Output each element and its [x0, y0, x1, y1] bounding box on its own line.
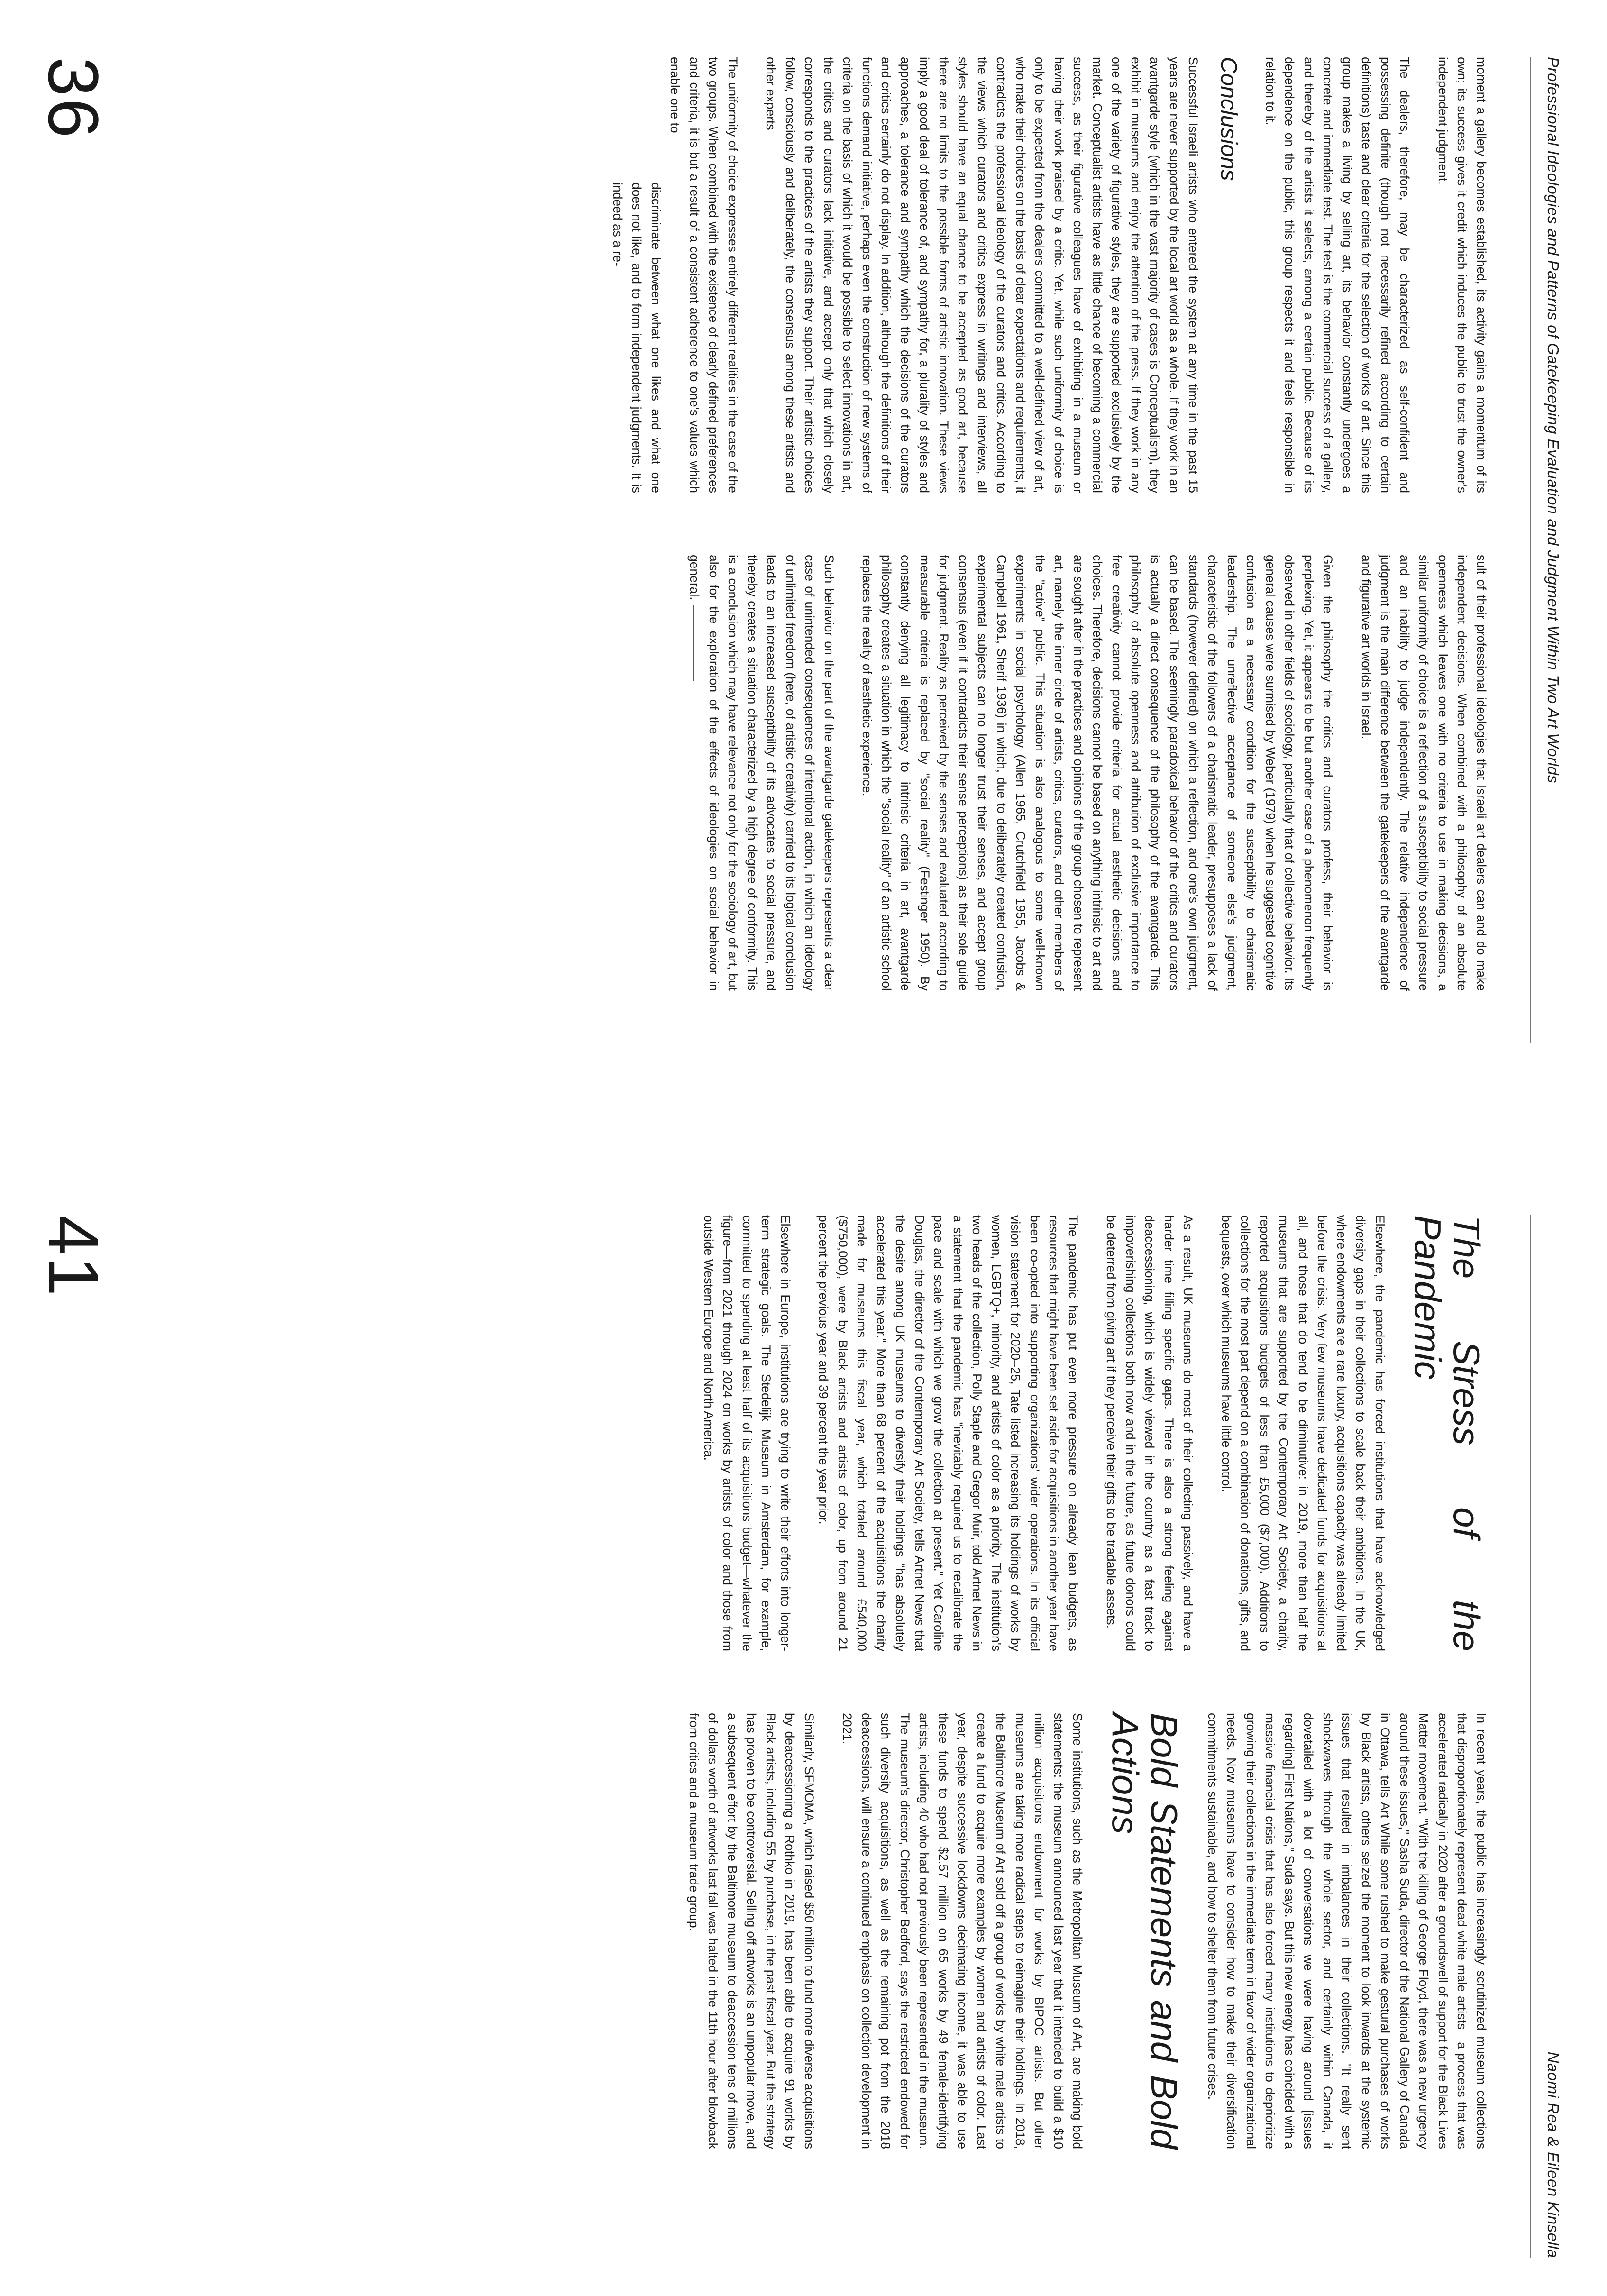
section-heading: Bold Statements and Bold Actions [1105, 1713, 1186, 2149]
right-column [666, 555, 1491, 991]
paragraph: The uniformity of choice expresses entirely different realities in the case of the two groups. When combined with the existence of clearly defined preferences and criteria, it is but a result of a consistent adherence to one's values which enable one to [668, 57, 740, 493]
paragraph: The pandemic has put even more pressure on already lean budgets, as resources that might have been set aside for acquisitions in another year have been co-opted into supporting organizations' wider operations. In its official vision statement for 2020–25, Tate listed increasing its holdings of works by women, LGBTQ+, minority, and artists of color as a priority. The institution's two heads of the collection, Polly Staple and Gregor Muir, told Artnet News in a statement that the pandemic has "inevitably required us to recalibrate the pace and scale with which we grow the collection at present." Yet Caroline Douglas, the director of the Contemporary Art Society, tells Artnet News that the desire among UK museums to diversify their holdings "has absolutely accelerated this year." More than 68 percent of the acquisitions the charity made for museums this fiscal year, which totaled around £540,000 ($750,000), were by Black artists and artists of color, up from around 21 percent the previous year and 39 percent the year prior. [816, 1215, 1080, 1651]
paragraph: moment a gallery becomes established, its activity gains a momentum of its own; its success gives it credit which induces the public to trust the owner's independent judgment. [1436, 57, 1488, 493]
paragraph: Successful Israeli artists who entered the system at any time in the past 15 years are never supported by the local art world as a whole. If they work in an avantgarde style (which in the vast majority of cases is Conceptualism), they exhibit in museums and enjoy the attention of the press. If they work in any one of the variety of figurative styles, they are supported exclusively by the market. Conceptualist artists have as little chance of becoming a commercial success, as their figurative colleagues have of exhibiting in a museum or having their work praised by a critic. Yet, while such uniformity of choice is only to be expected from the dealers committed to a well-defined view of art, who make their choices on the basis of clear expectations and requirements, it contradicts the professional ideology of the curators and critics. According to the views which curators and critics express in writings and interviews, all styles should have an equal chance to be accepted as good art, because there are no limits to the possible forms of artistic innovation. These views imply a good deal of tolerance of, and sympathy for, a plurality of styles and approaches, a tolerance and sympathy which the decisions of the curators and critics certainly do not display. In addition, although the definitions of their functions demand initiative, perhaps even the construction of new systems of criteria on the basis of which it would be possible to select innovations in art, the critics and curators lack initiative, and accept only that which closely corresponds to the practices of the artists they support. Their artistic choices follow, consciously and deliberately, the consensus among these artists and other experts [764, 57, 1201, 493]
paragraph: Given the philosophy the critics and curators profess, their behavior is perplexing. Yet, it appears to be but another case of a phenomenon frequently observed in other fields of sociology, particularly that of collective behavior. Its general causes were surmised by Weber (1979) when he suggested cognitive confusion as a necessary condition for the susceptibility to charismatic leadership. The unreflective acceptance of someone else's judgment, characteristic of the followers of a charismatic leader, presupposes a lack of standards (however defined) on which a reflection, and one's own judgment, can be based. The seemingly paradoxical behavior of the critics and curators is actually a direct consequence of the philosophy of the avantgarde. This philosophy of absolute openness and attribution of exclusive importance to free creativity cannot provide criteria for actual aesthetic decisions and choices. Therefore, decisions cannot be based on anything intrinsic to art and are sought after in the practices and opinions of the group chosen to represent art, namely the inner circle of artists, critics, curators, and other members of the "active" public. This situation is also analogous to some well-known experiments in social psychology (Allen 1965, Crutchfield 1955, Jacobs & Campbell 1961, Sherif 1936) in which, due to deliberately created confusion, experimental subjects can no longer trust their senses, and accept group consensus (even if it contradicts their sense perceptions) as their sole guide for judgment. Reality as perceived by the senses and evaluated according to measurable criteria is replaced by "social reality" (Festinger 1950). By constantly denying all legitimacy to intrinsic criteria in art, avantgarde philosophy creates a situation in which the "social reality" of an artistic school replaces the reality of aesthetic experience. [860, 555, 1335, 991]
paragraph-continued: discriminate between what one likes and what one does not like, and to form independent judgments. It is indeed as a re- [611, 183, 663, 493]
paragraph-text: Such behavior on the part of the avantgarde gatekeepers represents a clear case of unintended consequences of intentional action, in which an ideology of unlimited freedom (here, of artistic creativity) carried to its logical conclusion leads to an increased susceptibility of its advocates to social pressure, and thereby creates a situation characterized by a high degree of conformity. This is a conclusion which may have relevance not only for the sociology of art, but also for the exploration of the effects of ideologies on social behavior in general. [687, 555, 836, 991]
paragraph: As a result, UK museums do most of their collecting passively, and have a harder time filling specific gaps. There is also a strong feeling against deaccessioning, which is widely viewed in the country as a fast track to impoverishing collections both now and in the future, as future donors could be deterred from giving art if they perceive their gifts to be tradable assets. [1104, 1215, 1196, 1651]
paragraph: Similarly, SFMOMA, which raised $50 million to fund more diverse acquisitions by deaccessioning a Rothko in 2019, has been able to acquire 91 works by Black artists, including 55 by purchase, in the past fiscal year. But the strategy has proven to be controversial. Selling off artworks is an unpopular move, and a subsequent effort by the Baltimore museum to deaccession tens of millions of dollars worth of artworks last fall was halted in the 11th hour after blowback from critics and a museum trade group. [687, 1713, 816, 2149]
page-36 [0, 0, 1607, 1138]
paragraph: Elsewhere in Europe, institutions are trying to write their efforts into longer-term strategic goals. The Stedelijk Museum in Amsterdam, for example, committed to spending at least half of its acquisitions budget—whatever the figure—from 2021 through 2024 on works by artists of color and those from outside Western Europe and North America. [702, 1215, 793, 1651]
section-heading: The Stress of the Pandemic [1407, 1215, 1488, 1651]
paragraph: Elsewhere, the pandemic has forced institutions that have acknowledged diversity gaps in their collections to scale back their ambitions. In the UK, where endowments are a rare luxury, acquisitions capacity was already limited before the crisis. Very few museums have dedicated funds for acquisitions at all, and those that do tend to be diminutive: in 2019, more than half the museums that are supported by the Contemporary Art Society, a charity, reported acquisitions budgets of less than £5,000 ($7,000). Additions to collections for the most part depend on a combination of donations, gifts, and bequests, over which museums have little control. [1219, 1215, 1387, 1651]
paragraph: In recent years, the public has increasingly scrutinized museum collections that disproportionately represent dead white male artists—a process that was accelerated radically in 2020 after a groundswell of support for the Black Lives Matter movement. "With the killing of George Floyd, there was a new urgency around these issues," Sasha Suda, director of the National Gallery of Canada in Ottawa, tells Art While some rushed to make gestural purchases of works by Black artists, others seized the moment to look inwards at the systemic issues that resulted in imbalances in their collections. "It really sent shockwaves through the whole sector, and certainly within Canada, it dovetailed with a lot of conversations we were having around [issues regarding] First Nations," Suda says. But this new energy has coincided with a massive financial crisis that has also forced many institutions to deprioritize growing their collections in the immediate term in favor of wider organizational needs. Now museums have to consider how to make their diversification commitments sustainable, and how to shelter them from future crises. [1205, 1713, 1488, 2149]
running-head: Naomi Rea & Eileen Kinsella [1530, 1215, 1562, 2258]
section-heading: Conclusions [1216, 57, 1242, 181]
paragraph: Some institutions, such as the Metropolitan Museum of Art, are making bold statements: the museum announced last year that it intended to build a $10 million acquisitions endowment for works by BIPOC artists. But other museums are taking more radical steps to reimagine their holdings. In 2018, the Baltimore Museum of Art sold off a group of works by white male artists to create a fund to acquire more examples by women and artists of color. Last year, despite successive lockdowns decimating income, it was able to use these funds to spend $2.57 million on 65 works by 49 female-identifying artists, including 40 who had not previously been represented in the museum. The museum's director, Christopher Bedford, says the restricted endowed for such diversity acquisitions, as well as the remaining pot from the 2018 deaccessions, will ensure a continued emphasis on collection development in 2021. [840, 1713, 1085, 2149]
right-column [666, 1713, 1491, 2149]
page-41 [0, 1158, 1607, 2296]
page-number: 36 [34, 57, 113, 140]
paragraph [685, 555, 839, 991]
paragraph: sult of their professional ideologies that Israeli art dealers can and do make independent decisions. When combined with a philosophy of an absolute openness which leaves one with no criteria to use in making decisions, a similar uniformity of choice is a reflection of a susceptibility to social pressure and an inability to judge independently. The relative independence of judgment is the main difference between the gatekeepers of the avantgarde and figurative art worlds in Israel. [1359, 555, 1488, 991]
page-36-content [0, 0, 1607, 1138]
left-column [589, 57, 1491, 493]
running-head: Professional Ideologies and Patterns of Gatekeeping Evaluation and Judgment Within Two Art Worlds [1530, 57, 1562, 1043]
page-number: 41 [34, 1215, 113, 1298]
left-column [680, 1215, 1491, 1651]
paragraph: The dealers, therefore, may be characterized as self-confident and possessing definite (though not necessarily refined according to certain definitions) taste and clear criteria for the selection of works of art. Since this group makes a living by selling art, its behavior constantly undergoes a concrete and immediate test. The test is the commercial success of a gallery, and thereby of the artists it selects, among a certain public. Because of its dependence on the public, this group respects it and feels responsible in relation to it. [1263, 57, 1412, 493]
page-41-content [0, 1158, 1607, 2296]
